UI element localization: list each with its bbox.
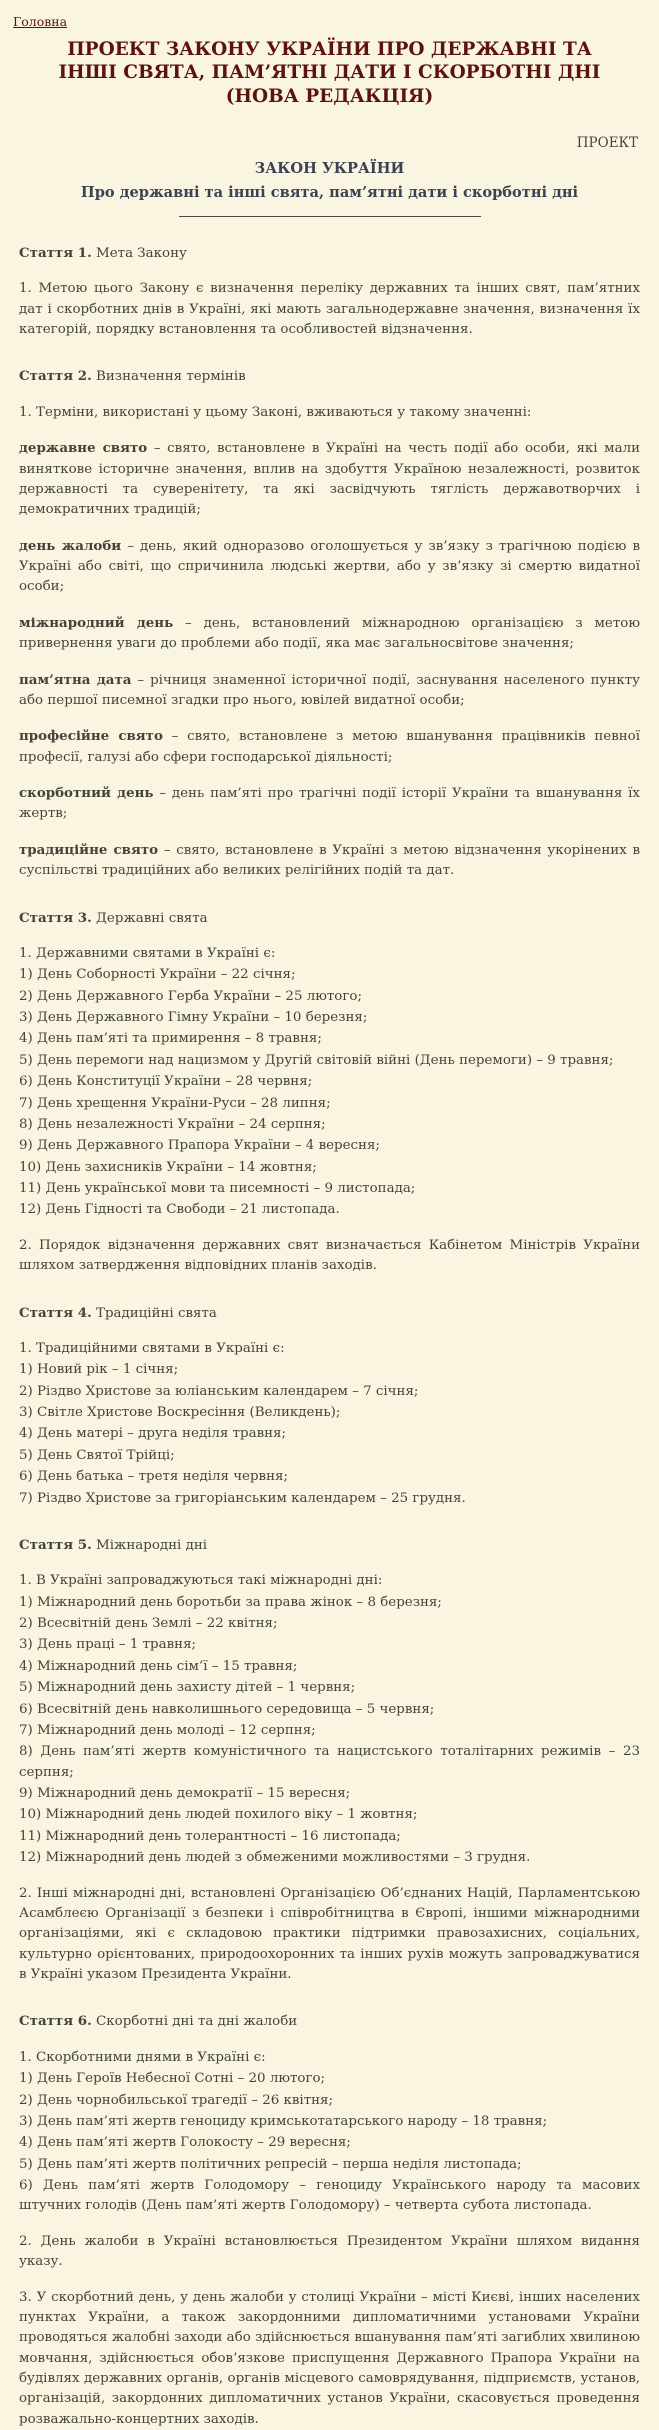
- title-divider: [179, 216, 481, 217]
- list-item: 7) День хрещення України-Руси – 28 липня;: [19, 1095, 331, 1111]
- list-item: 5) День Святої Трійці;: [19, 1447, 175, 1463]
- list-item: 3) День пам’яті жертв геноциду кримськотатарського народу – 18 травня;: [19, 2113, 548, 2129]
- document-body: [19, 243, 640, 2430]
- list-item: 9) День Державного Прапора України – 4 вересня;: [19, 1138, 380, 1154]
- term: традиційне свято – свято, встановлене в Україні з метою відзначення укорінених в суспільстві традиційних або великих релігійних подій та дат.: [19, 841, 641, 879]
- article-heading: Стаття 4. Традиційні свята: [19, 1304, 217, 1321]
- list-item: 3) День праці – 1 травня;: [19, 1637, 197, 1653]
- paragraph: 1. Метою цього Закону є визначення переліку державних та інших свят, пам’ятних дат і скорботних днів в Україні, які мають загальнодержавне значення, визначення їх категорій, порядку встановлення та особливостей відзначення.: [19, 281, 640, 338]
- article-heading: Стаття 6. Скорботні дні та дні жалоби: [19, 2013, 298, 2030]
- article-heading: Стаття 1. Мета Закону: [19, 244, 187, 261]
- list-item: 10) День захисників України – 14 жовтня;: [19, 1159, 317, 1175]
- paragraph: 1. Терміни, використані у цьому Законі, вживаються у такому значенні:: [19, 404, 532, 420]
- list-item: 4) Міжнародний день сім’ї – 15 травня;: [19, 1658, 298, 1674]
- list-item: 6) Всесвітній день навколишнього середовища – 5 червня;: [19, 1701, 435, 1717]
- list-item: 5) День перемоги над нацизмом у Другій світовій війні (День перемоги) – 9 травня;: [19, 1052, 614, 1068]
- draft-label: ПРОЕКТ: [576, 134, 638, 151]
- term-bold-lead: державне свято: [19, 440, 148, 457]
- law-subtitle: Про державні та інші свята, пам’ятні дати і скорботні дні: [80, 183, 579, 201]
- term-bold-lead: пам’ятна дата: [19, 671, 132, 688]
- list-item: 12) Міжнародний день людей з обмеженими можливостями – 3 грудня.: [19, 1850, 531, 1866]
- list-item: 1) День Героїв Небесної Сотні – 20 лютого;: [19, 2071, 326, 2087]
- article-heading: Стаття 2. Визначення термінів: [19, 368, 246, 385]
- list-item: 1) Новий рік – 1 січня;: [19, 1362, 179, 1378]
- list-item: 1) Міжнародний день боротьби за права жінок – 8 березня;: [19, 1594, 442, 1610]
- list-item: 12) День Гідності та Свободи – 21 листопада.: [19, 1202, 340, 1218]
- list-item: 3) День Державного Гімну України – 10 березня;: [19, 1010, 368, 1026]
- list-item: 4) День пам’яті жертв Голокосту – 29 вересня;: [19, 2135, 351, 2151]
- article-heading-bold-lead: Стаття 2.: [19, 368, 92, 385]
- list-item: 8) День пам’яті жертв комуністичного та нацистського тоталітарних режимів – 23 серпня;: [19, 1744, 640, 1780]
- page-title: ПРОЕКТ ЗАКОНУ УКРАЇНИ ПРО ДЕРЖАВНІ ТА ІНШІ СВЯТА, ПАМ’ЯТНІ ДАТИ І СКОРБОТНІ ДНІ (НОВА РЕДАКЦІЯ): [58, 39, 601, 107]
- law-title: ЗАКОН УКРАЇНИ: [254, 159, 405, 177]
- paragraph: 3. У скорботний день, у день жалоби у столиці України – місті Києві, інших населених пунктах України, а також закордонними дипломатичними установами України проводяться жалобні заходи або здійснюється вшанування пам’яті загиблих хвилиною мовчання, здійснюється обов’язкове приспущення Державного Прапора України на будівлях державних органів, органів місцевого самоврядування, підприємств, установ, організацій, закордонних дипломатичних установ України, скасовується проведення розважально-концертних заходів.: [19, 2289, 640, 2427]
- article-heading-bold-lead: Стаття 6.: [19, 2013, 92, 2030]
- paragraph: 2. День жалоби в Україні встановлюється Президентом України шляхом видання указу.: [19, 2233, 640, 2270]
- list-item: 8) День незалежності України – 24 серпня;: [19, 1116, 326, 1132]
- list-item: 7) Різдво Христове за григоріанським календарем – 25 грудня.: [19, 1490, 466, 1506]
- list-item: 6) День батька – третя неділя червня;: [19, 1469, 288, 1485]
- article-heading: Стаття 3. Державні свята: [19, 909, 208, 926]
- home-link[interactable]: Головна: [13, 14, 68, 29]
- term-bold-lead: день жалоби: [19, 537, 122, 554]
- term-bold-lead: традиційне свято: [19, 841, 159, 858]
- article-heading-bold-lead: Стаття 1.: [19, 244, 92, 261]
- term: державне свято – свято, встановлене в Україні на честь події або особи, які мали виняткове історичне значення, вплив на здобуття Україною незалежності, розвиток державності та суверенітету, та які засвідчують тяглість державотворчих і демократичних традицій;: [19, 440, 640, 518]
- paragraph: 2. Інші міжнародні дні, встановлені Організацією Об’єднаних Націй, Парламентською Асамблеєю Організації з безпеки і співробітництва в Європі, іншими міжнародними організаціями, які є складовою практики підтримки правозахисних, соціальних, культурно орієнтованих, природоохоронних та інших рухів можуть запроваджуватися в Україні указом Президента України.: [19, 1885, 640, 1983]
- list-item: 1) День Соборності України – 22 січня;: [19, 967, 296, 983]
- list-item: 7) Міжнародний день молоді – 12 серпня;: [19, 1722, 316, 1738]
- list-item: 2) День Державного Герба України – 25 лютого;: [19, 988, 362, 1004]
- term: день жалоби – день, який одноразово оголошується у зв’язку з трагічною подією в Україні або світі, що спричинила людські жертви, або у зв’язку зі смертю видатної особи;: [19, 537, 640, 595]
- paragraph: 2. Порядок відзначення державних свят визначається Кабінетом Міністрів України шляхом затвердження відповідних планів заходів.: [19, 1237, 640, 1274]
- list-item: 3) Світле Христове Воскресіння (Великдень);: [19, 1405, 341, 1421]
- term-bold-lead: міжнародний день: [19, 614, 174, 631]
- list-item: 9) Міжнародний день демократії – 15 вересня;: [19, 1786, 351, 1802]
- term: скорботний день – день пам’яті про трагічні події історії України та вшанування їх жертв;: [19, 785, 640, 822]
- term: професійне свято – свято, встановлене з метою вшанування працівників певної професії, галузі або сфери господарської діяльності;: [19, 728, 640, 765]
- list-intro: 1. Державними святами в Україні є:: [19, 945, 276, 961]
- list-item: 2) День чорнобильської трагедії – 26 квітня;: [19, 2092, 333, 2108]
- list-item: 5) Міжнародний день захисту дітей – 1 червня;: [19, 1680, 356, 1696]
- list-intro: 1. В Україні запроваджуються такі міжнародні дні:: [19, 1573, 383, 1589]
- term-bold-lead: професійне свято: [19, 728, 163, 745]
- list-intro: 1. Традиційними святами в Україні є:: [19, 1340, 285, 1356]
- term: міжнародний день – день, встановлений міжнародною організацією з метою привернення уваги до проблеми або події, яка має загальносвітове значення;: [19, 614, 640, 652]
- list-item: 2) Різдво Христове за юліанським календарем – 7 січня;: [19, 1383, 419, 1399]
- article-heading: Стаття 5. Міжнародні дні: [19, 1536, 208, 1553]
- article-heading-bold-lead: Стаття 4.: [19, 1304, 92, 1321]
- list-item: 4) День матері – друга неділя травня;: [19, 1426, 287, 1442]
- list-item: 5) День пам’яті жертв політичних репресій – перша неділя листопада;: [19, 2156, 522, 2172]
- list-item: 6) День пам’яті жертв Голодомору – геноциду Українського народу та масових штучних голодів (День пам’яті жертв Голодомору) – четверта субота листопада.: [19, 2178, 640, 2214]
- article-heading-bold-lead: Стаття 3.: [19, 909, 92, 926]
- article-heading-bold-lead: Стаття 5.: [19, 1536, 92, 1553]
- term-bold-lead: скорботний день: [19, 785, 154, 802]
- list-item: 4) День пам’яті та примирення – 8 травня;: [19, 1031, 322, 1047]
- term: пам’ятна дата – річниця знаменної історичної події, заснування населеного пункту або першої писемної згадки про нього, ювілей видатної особи;: [19, 671, 640, 708]
- list-item: 6) День Конституції України – 28 червня;: [19, 1074, 313, 1090]
- list-item: 11) Міжнародний день толерантності – 16 листопада;: [19, 1828, 401, 1844]
- list-item: 2) Всесвітній день Землі – 22 квітня;: [19, 1616, 278, 1632]
- list-item: 11) День української мови та писемності – 9 листопада;: [19, 1181, 416, 1197]
- list-item: 10) Міжнародний день людей похилого віку – 1 жовтня;: [19, 1807, 418, 1823]
- list-intro: 1. Скорботними днями в Україні є:: [19, 2049, 266, 2065]
